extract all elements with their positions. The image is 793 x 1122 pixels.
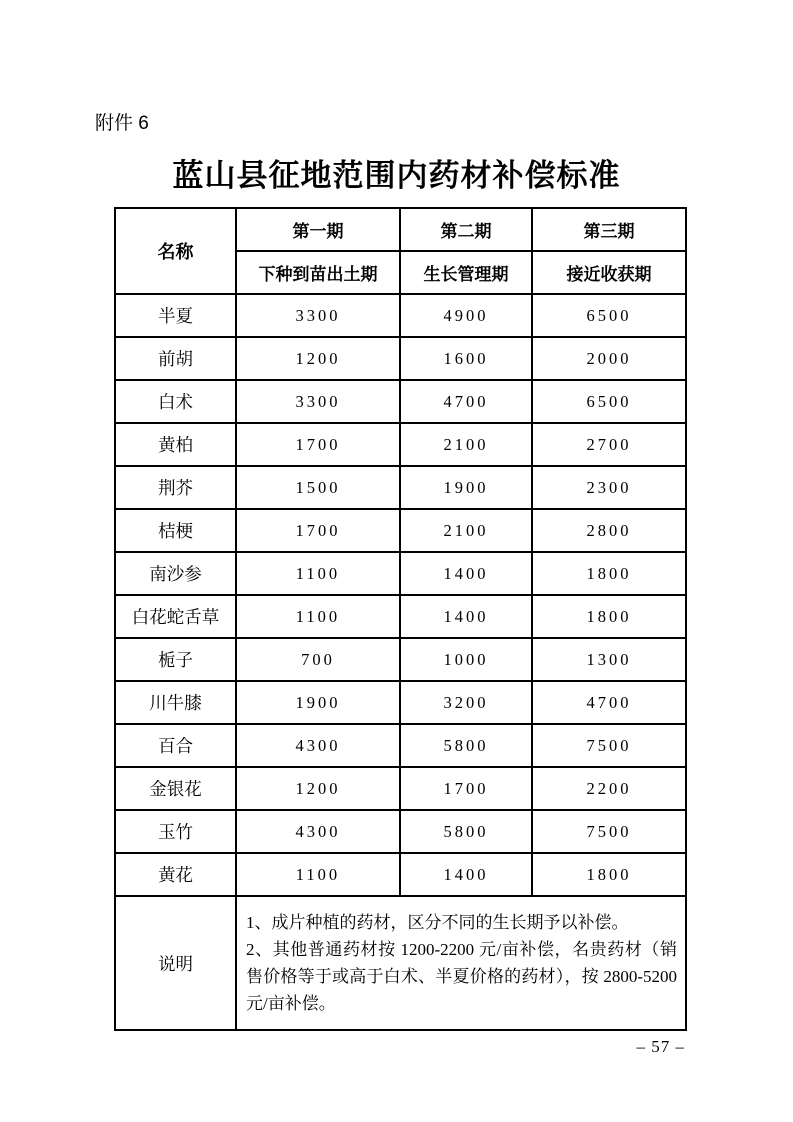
phase3-value-cell: 7500: [532, 810, 686, 853]
name-column-header: 名称: [115, 208, 236, 294]
herb-name-cell: 川牛膝: [115, 681, 236, 724]
phase2-value-cell: 2100: [400, 509, 532, 552]
phase2-value-cell: 4700: [400, 380, 532, 423]
table-row: [115, 552, 686, 595]
phase2-value-cell: 1600: [400, 337, 532, 380]
compensation-table: [114, 207, 687, 1031]
herb-name-cell: 桔梗: [115, 509, 236, 552]
phase3-value-cell: 6500: [532, 380, 686, 423]
phase1-value-cell: 1100: [236, 595, 400, 638]
phase3-value-cell: 2700: [532, 423, 686, 466]
herb-name-cell: 白术: [115, 380, 236, 423]
phase3-value-cell: 1800: [532, 853, 686, 896]
herb-name-cell: 黄花: [115, 853, 236, 896]
phase1-value-cell: 1200: [236, 767, 400, 810]
herb-name-cell: 黄柏: [115, 423, 236, 466]
phase2-value-cell: 3200: [400, 681, 532, 724]
table-row: [115, 810, 686, 853]
herb-name-cell: 白花蛇舌草: [115, 595, 236, 638]
phase2-value-cell: 1000: [400, 638, 532, 681]
phase3-header: 第三期: [532, 208, 686, 251]
phase3-value-cell: 1800: [532, 595, 686, 638]
phase2-value-cell: 5800: [400, 724, 532, 767]
herb-name-cell: 百合: [115, 724, 236, 767]
phase1-value-cell: 1700: [236, 423, 400, 466]
notes-row: [115, 896, 686, 1030]
herb-name-cell: 半夏: [115, 294, 236, 337]
note-line-1: 1、成片种植的药材，区分不同的生长期予以补偿。: [246, 913, 629, 932]
phase2-value-cell: 4900: [400, 294, 532, 337]
phase1-value-cell: 3300: [236, 380, 400, 423]
herb-name-cell: 南沙参: [115, 552, 236, 595]
phase1-value-cell: 1100: [236, 552, 400, 595]
phase2-value-cell: 1400: [400, 552, 532, 595]
phase3-value-cell: 6500: [532, 294, 686, 337]
phase3-value-cell: 7500: [532, 724, 686, 767]
phase2-value-cell: 1400: [400, 595, 532, 638]
herb-name-cell: 荆芥: [115, 466, 236, 509]
phase1-header: 第一期: [236, 208, 400, 251]
herb-name-cell: 玉竹: [115, 810, 236, 853]
phase3-value-cell: 1300: [532, 638, 686, 681]
phase1-value-cell: 1100: [236, 853, 400, 896]
table-row: [115, 509, 686, 552]
table-row: [115, 724, 686, 767]
notes-label: 说明: [115, 896, 236, 1030]
phase1-value-cell: 700: [236, 638, 400, 681]
document-title: 蓝山县征地范围内药材补偿标准: [172, 158, 621, 193]
phase2-value-cell: 1400: [400, 853, 532, 896]
table-row: [115, 423, 686, 466]
table-row: [115, 595, 686, 638]
phase2-value-cell: 2100: [400, 423, 532, 466]
header-row-phase: [115, 208, 686, 251]
phase1-value-cell: 1200: [236, 337, 400, 380]
note-line-2: 2、其他普通药材按 1200-2200 元/亩补偿，名贵药材（销售价格等于或高于白术、半夏价格的药材），按 2800-5200 元/亩补偿。: [246, 940, 677, 1013]
herb-name-cell: 金银花: [115, 767, 236, 810]
phase2-value-cell: 1700: [400, 767, 532, 810]
phase1-sub-header: 下种到苗出土期: [236, 251, 400, 294]
phase3-value-cell: 2000: [532, 337, 686, 380]
table-row: [115, 466, 686, 509]
phase1-value-cell: 4300: [236, 810, 400, 853]
phase3-sub-header: 接近收获期: [532, 251, 686, 294]
table-row: [115, 681, 686, 724]
phase3-value-cell: 2800: [532, 509, 686, 552]
phase2-value-cell: 1900: [400, 466, 532, 509]
phase3-value-cell: 4700: [532, 681, 686, 724]
notes-text: [236, 896, 686, 1030]
page-number: – 57 –: [636, 1037, 685, 1056]
phase1-value-cell: 1500: [236, 466, 400, 509]
table-row: [115, 638, 686, 681]
table-row: [115, 294, 686, 337]
herb-name-cell: 前胡: [115, 337, 236, 380]
phase3-value-cell: 2200: [532, 767, 686, 810]
table-row: [115, 767, 686, 810]
phase2-sub-header: 生长管理期: [400, 251, 532, 294]
phase1-value-cell: 1900: [236, 681, 400, 724]
table-row: [115, 380, 686, 423]
phase1-value-cell: 3300: [236, 294, 400, 337]
attachment-label: 附件 6: [95, 113, 149, 134]
table-row: [115, 853, 686, 896]
phase3-value-cell: 2300: [532, 466, 686, 509]
herb-name-cell: 栀子: [115, 638, 236, 681]
phase3-value-cell: 1800: [532, 552, 686, 595]
phase1-value-cell: 1700: [236, 509, 400, 552]
table-row: [115, 337, 686, 380]
phase2-header: 第二期: [400, 208, 532, 251]
phase1-value-cell: 4300: [236, 724, 400, 767]
phase2-value-cell: 5800: [400, 810, 532, 853]
